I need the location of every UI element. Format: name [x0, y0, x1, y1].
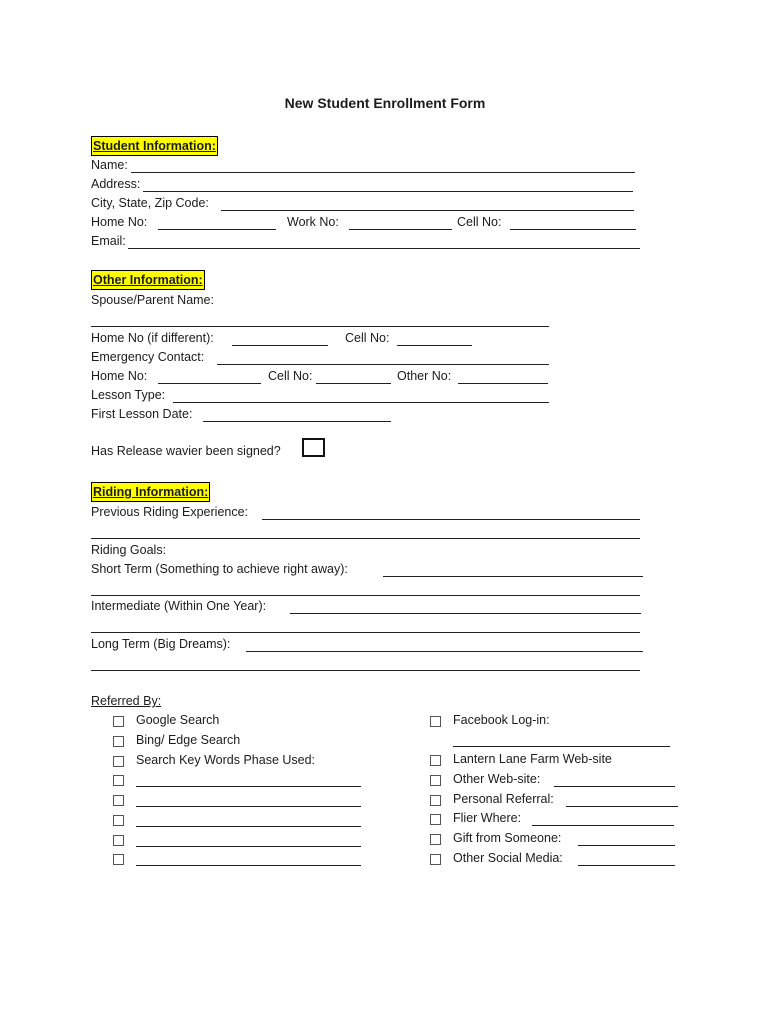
- long-term-field[interactable]: [246, 651, 643, 652]
- lantern-lane-checkbox[interactable]: [430, 755, 441, 766]
- previous-experience-field[interactable]: [262, 519, 640, 520]
- short-term-field-2[interactable]: [91, 595, 640, 596]
- spouse-cell-field[interactable]: [397, 345, 472, 346]
- emergency-home-label: Home No:: [91, 369, 148, 383]
- work-no-field[interactable]: [349, 229, 452, 230]
- long-term-field-2[interactable]: [91, 670, 640, 671]
- cell-no-field[interactable]: [510, 229, 636, 230]
- flier-checkbox[interactable]: [430, 814, 441, 825]
- search-keywords-checkbox[interactable]: [113, 756, 124, 767]
- lantern-lane-label: Lantern Lane Farm Web-site: [453, 752, 612, 766]
- keyword-checkbox-2[interactable]: [113, 795, 124, 806]
- gift-checkbox[interactable]: [430, 834, 441, 845]
- form-title: New Student Enrollment Form: [284, 95, 486, 111]
- email-label: Email:: [91, 234, 126, 248]
- lesson-type-field[interactable]: [173, 402, 549, 403]
- keyword-field-5[interactable]: [136, 865, 361, 866]
- personal-referral-field[interactable]: [566, 806, 678, 807]
- work-no-label: Work No:: [287, 215, 339, 229]
- cell-no-label: Cell No:: [457, 215, 502, 229]
- other-social-media-checkbox[interactable]: [430, 854, 441, 865]
- city-state-zip-label: City, State, Zip Code:: [91, 196, 209, 210]
- other-info-heading: Other Information:: [91, 270, 205, 290]
- keyword-checkbox-5[interactable]: [113, 854, 124, 865]
- home-no-field[interactable]: [158, 229, 276, 230]
- emergency-cell-field[interactable]: [316, 383, 391, 384]
- emergency-home-field[interactable]: [158, 383, 261, 384]
- release-waiver-checkbox[interactable]: [302, 438, 325, 457]
- flier-label: Flier Where:: [453, 811, 522, 825]
- search-keywords-label: Search Key Words Phase Used:: [136, 753, 316, 767]
- short-term-field[interactable]: [383, 576, 643, 577]
- emergency-cell-label: Cell No:: [268, 369, 313, 383]
- student-info-heading-row: [91, 136, 218, 155]
- home-no-different-field[interactable]: [232, 345, 328, 346]
- short-term-label: Short Term (Something to achieve right away):: [91, 562, 348, 576]
- student-info-heading: Student Information:: [91, 136, 218, 156]
- spouse-parent-field[interactable]: [91, 326, 549, 327]
- other-social-media-label: Other Social Media:: [453, 851, 563, 865]
- bing-search-checkbox[interactable]: [113, 736, 124, 747]
- bing-search-label: Bing/ Edge Search: [136, 733, 241, 747]
- name-label: Name:: [91, 158, 128, 172]
- address-field[interactable]: [143, 191, 633, 192]
- first-lesson-date-label: First Lesson Date:: [91, 407, 193, 421]
- riding-info-heading-row: [91, 482, 210, 501]
- intermediate-field[interactable]: [290, 613, 641, 614]
- keyword-checkbox-4[interactable]: [113, 835, 124, 846]
- gift-field[interactable]: [578, 845, 675, 846]
- address-label: Address:: [91, 177, 141, 191]
- long-term-label: Long Term (Big Dreams):: [91, 637, 231, 651]
- home-no-label: Home No:: [91, 215, 148, 229]
- facebook-field[interactable]: [453, 746, 670, 747]
- other-website-field[interactable]: [554, 786, 675, 787]
- riding-goals-label: Riding Goals:: [91, 543, 167, 557]
- previous-experience-label: Previous Riding Experience:: [91, 505, 249, 519]
- city-state-zip-field[interactable]: [221, 210, 634, 211]
- lesson-type-label: Lesson Type:: [91, 388, 166, 402]
- other-social-media-field[interactable]: [578, 865, 675, 866]
- previous-experience-field-2[interactable]: [91, 538, 640, 539]
- keyword-checkbox-1[interactable]: [113, 775, 124, 786]
- keyword-checkbox-3[interactable]: [113, 815, 124, 826]
- riding-info-heading: Riding Information:: [91, 482, 210, 502]
- emergency-contact-field[interactable]: [217, 364, 549, 365]
- keyword-field-1[interactable]: [136, 786, 361, 787]
- keyword-field-4[interactable]: [136, 846, 361, 847]
- other-no-label: Other No:: [397, 369, 452, 383]
- spouse-parent-label: Spouse/Parent Name:: [91, 293, 214, 307]
- google-search-checkbox[interactable]: [113, 716, 124, 727]
- other-website-label: Other Web-site:: [453, 772, 541, 786]
- flier-field[interactable]: [532, 825, 674, 826]
- other-info-heading-row: [91, 270, 205, 289]
- spouse-cell-label: Cell No:: [345, 331, 390, 345]
- other-website-checkbox[interactable]: [430, 775, 441, 786]
- keyword-field-2[interactable]: [136, 806, 361, 807]
- intermediate-label: Intermediate (Within One Year):: [91, 599, 267, 613]
- personal-referral-checkbox[interactable]: [430, 795, 441, 806]
- google-search-label: Google Search: [136, 713, 220, 727]
- home-no-different-label: Home No (if different):: [91, 331, 214, 345]
- keyword-field-3[interactable]: [136, 826, 361, 827]
- email-field[interactable]: [128, 248, 640, 249]
- emergency-contact-label: Emergency Contact:: [91, 350, 205, 364]
- release-waiver-label: Has Release wavier been signed?: [91, 444, 281, 458]
- facebook-label: Facebook Log-in:: [453, 713, 550, 727]
- personal-referral-label: Personal Referral:: [453, 792, 554, 806]
- gift-label: Gift from Someone:: [453, 831, 562, 845]
- facebook-checkbox[interactable]: [430, 716, 441, 727]
- referred-by-heading: Referred By:: [91, 694, 162, 708]
- name-field[interactable]: [131, 172, 635, 173]
- intermediate-field-2[interactable]: [91, 632, 640, 633]
- first-lesson-date-field[interactable]: [203, 421, 391, 422]
- other-no-field[interactable]: [458, 383, 548, 384]
